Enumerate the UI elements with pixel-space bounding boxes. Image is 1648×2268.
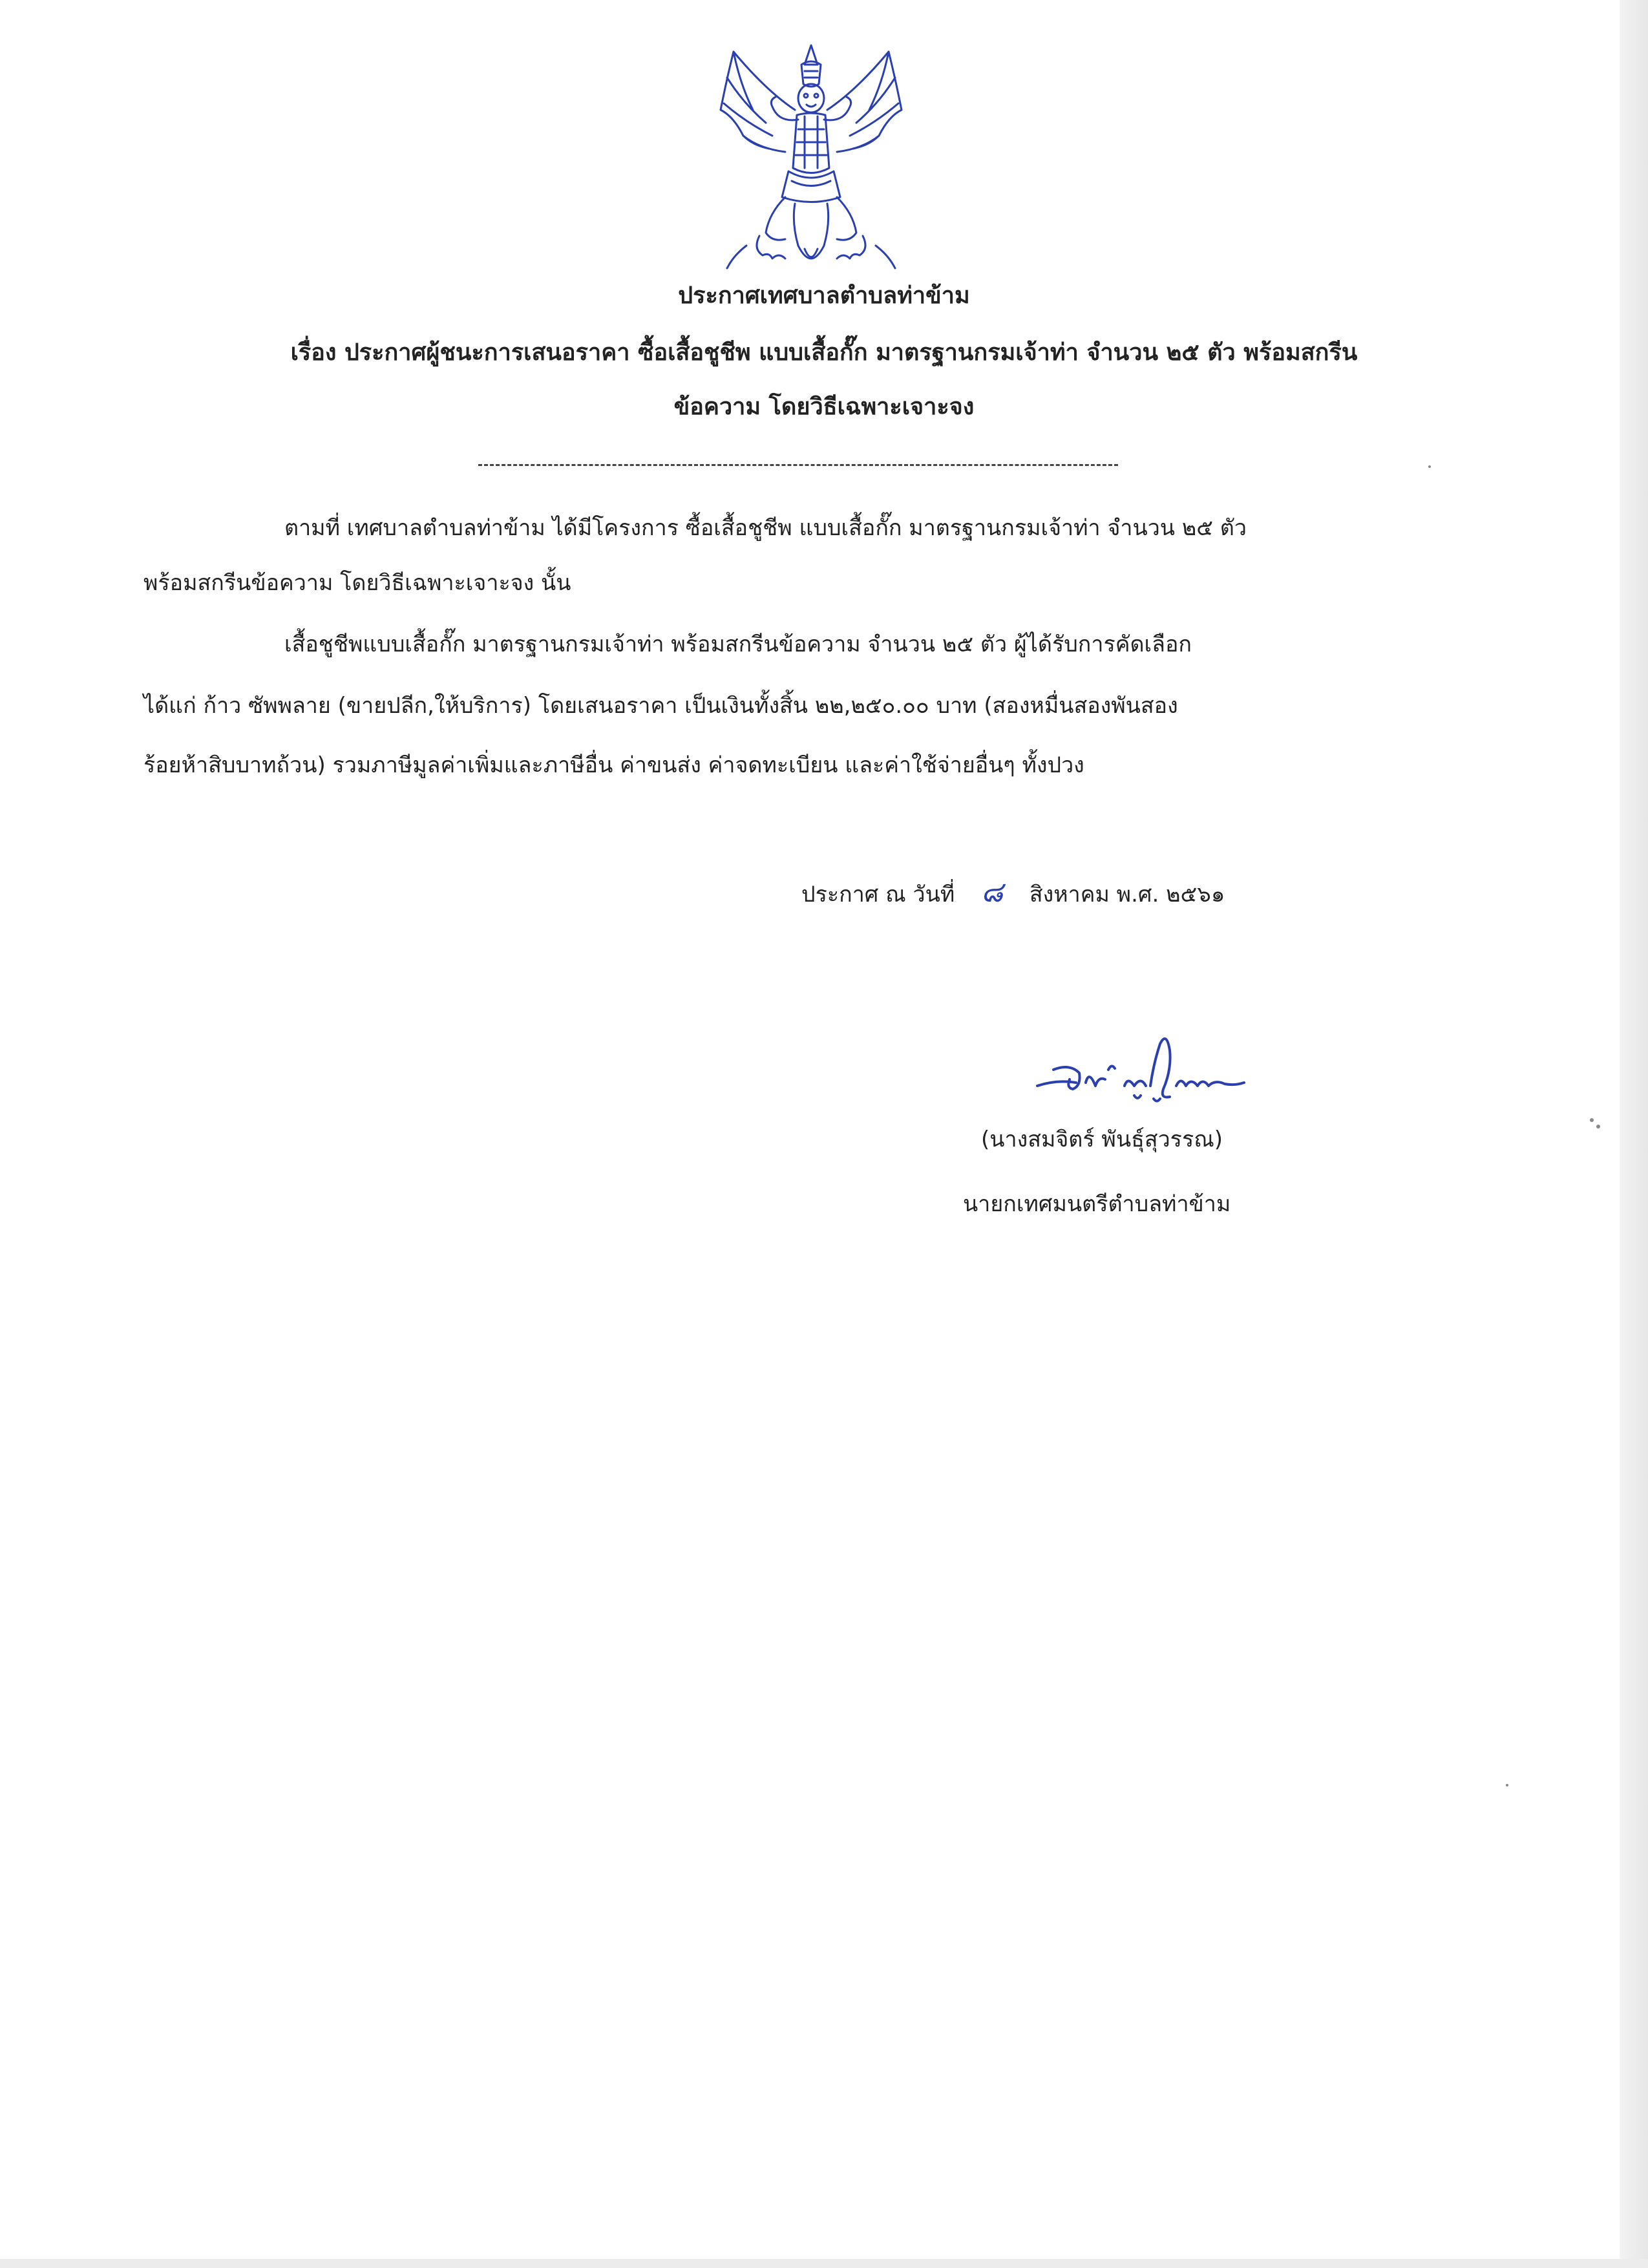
scan-speck [1428, 465, 1431, 468]
handwritten-signature-icon [1031, 1024, 1257, 1108]
header-divider [478, 464, 1118, 466]
date-month-year: สิงหาคม พ.ศ. ๒๕๖๑ [1029, 882, 1225, 907]
scan-bottom-edge [0, 2259, 1648, 2268]
scan-speck [1596, 1125, 1600, 1129]
paragraph-2-line-2: ได้แก่ ก้าว ซัพพลาย (ขายปลีก,ให้บริการ) โดยเสนอราคา เป็นเงินทั้งสิ้น ๒๒,๒๕๐.๐๐ บาท (สองหมื่นสองพันสอง [143, 693, 1178, 719]
announcement-title: ประกาศเทศบาลตำบลท่าข้าม [678, 282, 970, 309]
garuda-emblem-icon [708, 39, 914, 278]
paragraph-2-line-1: เสื้อชูชีพแบบเสื้อกั๊ก มาตรฐานกรมเจ้าท่า พร้อมสกรีนข้อความ จำนวน ๒๕ ตัว ผู้ได้รับการคัดเลือก [284, 631, 1192, 657]
paragraph-2-line-3: ร้อยห้าสิบบาทถ้วน) รวมภาษีมูลค่าเพิ่มและภาษีอื่น ค่าขนส่ง ค่าจดทะเบียน และค่าใช้จ่ายอื่นๆ ทั้งปวง [143, 752, 1084, 778]
announcement-subject-line-1: เรื่อง ประกาศผู้ชนะการเสนอราคา ซื้อเสื้อชูชีพ แบบเสื้อกั๊ก มาตรฐานกรมเจ้าท่า จำนวน ๒๕ ตัว พร้อมสกรีน [290, 339, 1358, 366]
signer-position: นายกเทศมนตรีตำบลท่าข้าม [963, 1191, 1231, 1217]
date-prefix: ประกาศ ณ วันที่ [801, 882, 955, 907]
scan-speck [1506, 1784, 1508, 1786]
paragraph-1-line-2: พร้อมสกรีนข้อความ โดยวิธีเฉพาะเจาะจง นั้น [143, 570, 571, 596]
scan-speck [1590, 1118, 1594, 1122]
announcement-subject-line-2: ข้อความ โดยวิธีเฉพาะเจาะจง [673, 394, 975, 420]
announcement-date [801, 869, 1225, 915]
signer-name: (นางสมจิตร์ พันธุ์สุวรรณ) [981, 1127, 1223, 1152]
scan-page-edge [1620, 0, 1648, 2268]
date-day-handwritten: ๘ [981, 876, 1004, 909]
paragraph-1-line-1: ตามที่ เทศบาลตำบลท่าข้าม ได้มีโครงการ ซื้อเสื้อชูชีพ แบบเสื้อกั๊ก มาตรฐานกรมเจ้าท่า จำนวน ๒๕ ตัว [284, 515, 1247, 541]
